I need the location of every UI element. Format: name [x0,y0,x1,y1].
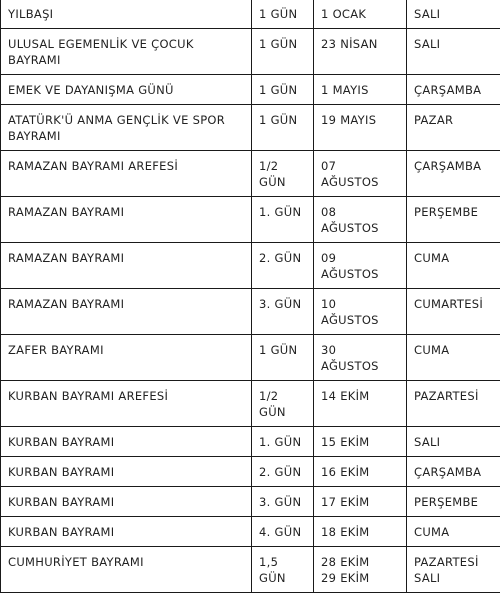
duration-cell [252,517,314,547]
date-text: 28 EKİM 29 EKİM [321,555,370,585]
table-row [1,427,500,457]
holiday-name-text: KURBAN BAYRAMI [8,525,115,539]
holiday-name-cell [1,243,252,289]
duration-text: 1/2 GÜN [259,159,286,189]
holiday-name-text: KURBAN BAYRAMI [8,495,115,509]
table-row [1,0,500,29]
holiday-name-cell [1,487,252,517]
date-cell [314,197,407,243]
table-row [1,29,500,75]
table-row [1,547,500,593]
duration-text: 3. GÜN [259,495,302,509]
date-text: 14 EKİM [321,389,370,403]
date-cell [314,75,407,105]
holiday-name-cell [1,197,252,243]
duration-text: 1 GÜN [259,343,298,357]
duration-cell [252,105,314,151]
weekday-cell [407,381,500,427]
weekday-text: ÇARŞAMBA [414,83,482,97]
duration-text: 1. GÜN [259,205,302,219]
weekday-cell [407,151,500,197]
duration-cell [252,243,314,289]
holiday-name-text: CUMHURİYET BAYRAMI [8,555,144,569]
weekday-text: PERŞEMBE [414,205,479,219]
duration-text: 3. GÜN [259,297,302,311]
date-text: 16 EKİM [321,465,370,479]
duration-text: 1 GÜN [259,83,298,97]
duration-cell [252,29,314,75]
holiday-name-text: ATATÜRK'Ü ANMA GENÇLİK VE SPOR BAYRAMI [8,113,226,143]
weekday-cell [407,105,500,151]
duration-text: 1 GÜN [259,37,298,51]
holiday-name-cell [1,335,252,381]
duration-text: 2. GÜN [259,251,302,265]
duration-cell [252,197,314,243]
holiday-name-cell [1,29,252,75]
weekday-text: CUMA [414,525,450,539]
table-row [1,487,500,517]
holiday-name-text: RAMAZAN BAYRAMI [8,251,125,265]
date-text: 07 AĞUSTOS [321,159,379,189]
date-cell [314,427,407,457]
duration-text: 2. GÜN [259,465,302,479]
duration-cell [252,289,314,335]
holiday-name-cell [1,457,252,487]
weekday-cell [407,0,500,29]
holiday-name-text: KURBAN BAYRAMI AREFESİ [8,389,169,403]
duration-cell [252,0,314,29]
duration-cell [252,335,314,381]
date-text: 18 EKİM [321,525,370,539]
duration-text: 1. GÜN [259,435,302,449]
duration-text: 1/2 GÜN [259,389,286,419]
holiday-name-text: RAMAZAN BAYRAMI [8,205,125,219]
weekday-text: ÇARŞAMBA [414,159,482,173]
date-cell [314,335,407,381]
date-text: 1 MAYIS [321,83,369,97]
weekday-cell [407,517,500,547]
date-text: 08 AĞUSTOS [321,205,379,235]
weekday-text: PAZARTESİ SALI [414,555,479,585]
date-text: 17 EKİM [321,495,370,509]
date-cell [314,457,407,487]
holiday-name-cell [1,427,252,457]
holiday-name-text: ULUSAL EGEMENLİK VE ÇOCUK BAYRAMI [8,37,194,67]
holiday-name-text: KURBAN BAYRAMI [8,465,115,479]
date-cell [314,105,407,151]
weekday-text: ÇARŞAMBA [414,465,482,479]
weekday-text: PAZARTESİ [414,389,479,403]
holiday-table-body [1,0,500,593]
duration-text: 1 GÜN [259,113,298,127]
table-row [1,517,500,547]
duration-cell [252,427,314,457]
table-row [1,243,500,289]
date-text: 10 AĞUSTOS [321,297,379,327]
duration-cell [252,457,314,487]
holiday-name-cell [1,289,252,335]
holiday-name-text: EMEK VE DAYANIŞMA GÜNÜ [8,83,174,97]
duration-cell [252,487,314,517]
holiday-name-text: ZAFER BAYRAMI [8,343,104,357]
date-text: 09 AĞUSTOS [321,251,379,281]
date-cell [314,243,407,289]
weekday-cell [407,427,500,457]
table-row [1,151,500,197]
weekday-cell [407,335,500,381]
weekday-cell [407,487,500,517]
weekday-cell [407,547,500,593]
table-row [1,381,500,427]
weekday-text: CUMARTESİ [414,297,484,311]
duration-cell [252,75,314,105]
weekday-text: PAZAR [414,113,454,127]
table-row [1,197,500,243]
duration-text: 4. GÜN [259,525,302,539]
table-row [1,75,500,105]
weekday-cell [407,75,500,105]
date-cell [314,29,407,75]
weekday-text: CUMA [414,251,450,265]
date-cell [314,151,407,197]
duration-cell [252,151,314,197]
date-text: 1 OCAK [321,7,367,21]
date-text: 23 NİSAN [321,37,378,51]
weekday-cell [407,457,500,487]
weekday-text: SALI [414,37,441,51]
holiday-name-cell [1,517,252,547]
holiday-name-text: YILBAŞI [8,7,54,21]
weekday-cell [407,197,500,243]
duration-text: 1,5 GÜN [259,555,286,585]
date-cell [314,547,407,593]
date-text: 19 MAYIS [321,113,377,127]
weekday-text: CUMA [414,343,450,357]
holiday-name-cell [1,105,252,151]
date-text: 15 EKİM [321,435,370,449]
weekday-cell [407,243,500,289]
table-row [1,105,500,151]
holiday-name-cell [1,75,252,105]
duration-cell [252,547,314,593]
date-cell [314,517,407,547]
table-row [1,289,500,335]
duration-text: 1 GÜN [259,7,298,21]
date-text: 30 AĞUSTOS [321,343,379,373]
holiday-name-text: RAMAZAN BAYRAMI [8,297,125,311]
weekday-text: PERŞEMBE [414,495,479,509]
date-cell [314,381,407,427]
holiday-name-text: KURBAN BAYRAMI [8,435,115,449]
date-cell [314,0,407,29]
holiday-name-cell [1,151,252,197]
holiday-name-cell [1,381,252,427]
holiday-name-cell [1,547,252,593]
weekday-text: SALI [414,7,441,21]
holiday-name-cell [1,0,252,29]
duration-cell [252,381,314,427]
weekday-text: SALI [414,435,441,449]
date-cell [314,487,407,517]
weekday-cell [407,289,500,335]
weekday-cell [407,29,500,75]
table-row [1,457,500,487]
holiday-name-text: RAMAZAN BAYRAMI AREFESİ [8,159,179,173]
date-cell [314,289,407,335]
table-row [1,335,500,381]
